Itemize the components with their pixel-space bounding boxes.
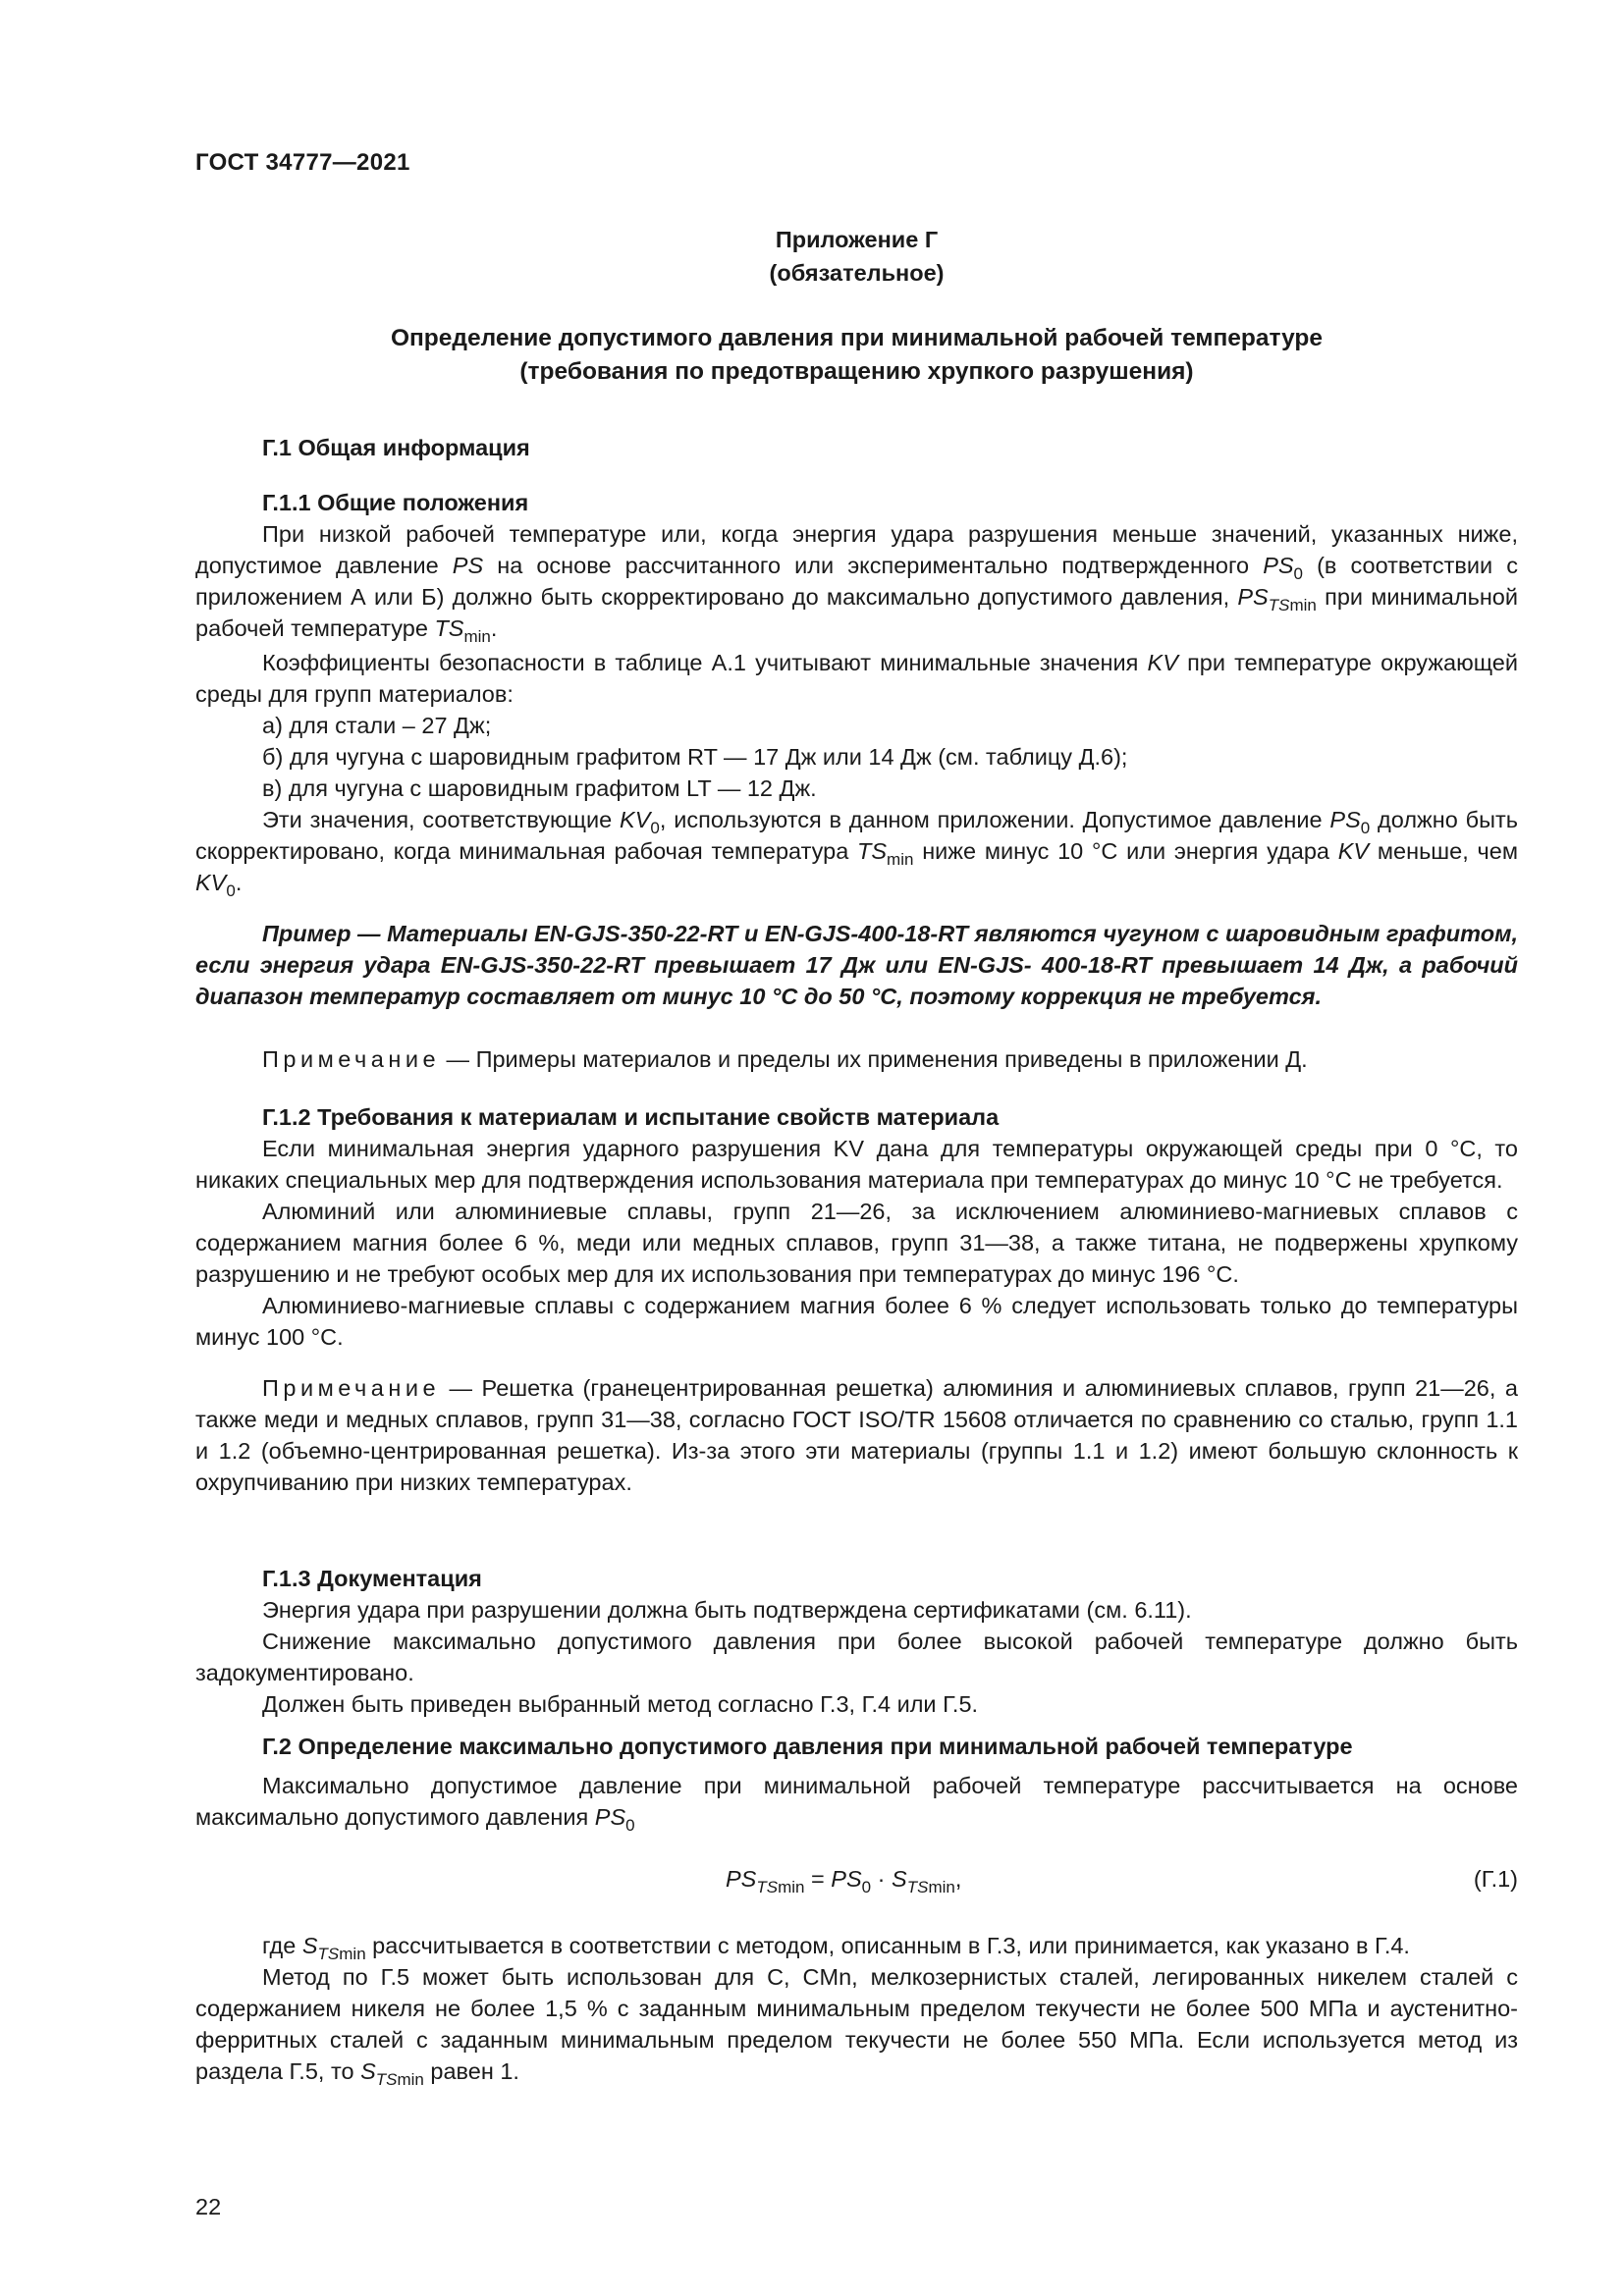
paragraph: Если минимальная энергия ударного разрушения KV дана для температуры окружающей среды при 0 °С, то никаких специальных мер для подтверждения использования материала при температурах до минус 10 °С не требуется. [195,1136,1518,1193]
paragraph: где $S_{TSmin}$ рассчитывается в соответствии с методом, описанным в Г.3, или принимается, как указано в Г.4. [262,1933,1410,1963]
paragraph: Максимально допустимое давление при минимальной рабочей температуре рассчитывается на основе максимально допустимого давления $PS_0$ [195,1773,1518,1835]
appendix-status: (обязательное) [769,260,945,286]
appendix-title: Приложение Г [775,227,939,252]
document-code: ГОСТ 34777—2021 [195,149,410,176]
note-paragraph: Примечание — Примеры материалов и пределы их применения приведены в приложении Д. [262,1046,1308,1072]
example-paragraph: Пример — Материалы EN-GJS-350-22-RT и EN-GJS-400-18-RT являются чугуном с шаровидным графитом, если энергия удара EN-GJS-350-22-RT превышает 17 Дж или EN-GJS- 400-18-RT превышает 14 Дж, а рабочий диапазон температур составляет от минус 10 °С до 50 °С, поэтому коррекция не требуется. [195,921,1518,1009]
list-item: в) для чугуна с шаровидным графитом LT — 12 Дж. [262,775,817,801]
section-g2 [195,1731,1518,1833]
section-heading-g1-3: Г.1.3 Документация [262,1566,482,1591]
section-heading-g1-2: Г.1.2 Требования к материалам и испытание свойств материала [262,1104,1000,1130]
note-paragraph: Примечание — Решетка (гранецентрированная решетка) алюминия и алюминиевых сплавов, групп 21—26, а также меди и медных сплавов, групп 31—38, согласно ГОСТ ISO/TR 15608 отличается по сравнению со сталью, групп 1.1 и 1.2 (объемно-центрированная решетка). Из-за этого эти материалы (группы 1.1 и 1.2) имеют большую склонность к охрупчиванию при низких температурах. [195,1375,1518,1495]
list-item: а) для стали – 27 Дж; [262,713,492,738]
paragraph: Алюминиево-магниевые сплавы с содержанием магния более 6 % следует использовать только до температуры минус 100 °С. [195,1293,1518,1350]
paragraph: Метод по Г.5 может быть использован для С, CMn, мелкозернистых сталей, легированных никелем сталей с содержанием никеля не более 1,5 % с заданным минимальным пределом текучести не более 500 МПа и аустенитно-ферритных сталей с заданным минимальным пределом текучести не более 550 МПа. Если используется метод из раздела Г.5, то $S_{TSmin}$ равен 1. [195,1964,1518,2089]
page-number: 22 [195,2194,222,2219]
list-item: б) для чугуна с шаровидным графитом RT — 17 Дж или 14 Дж (см. таблицу Д.6); [262,744,1128,770]
appendix-heading [195,322,1518,389]
paragraph: Энергия удара при разрушении должна быть подтверждена сертификатами (см. 6.11). [262,1597,1192,1623]
paragraph: Алюминий или алюминиевые сплавы, групп 21—26, за исключением алюминиево-магниевых сплавов с содержанием магния более 6 %, меди или медных сплавов, групп 31—38, а также титана, не подвержены хрупкому разрушению и не требуют особых мер для их использования при температурах до минус 196 °С. [195,1199,1518,1287]
section-g1-3 [195,1563,1518,1720]
section-g2-continued [195,1930,1518,2087]
paragraph: Снижение максимально допустимого давления при более высокой рабочей температуре должно быть задокументировано. [195,1629,1518,1685]
note-label: Примечание [262,1046,441,1072]
note-label: Примечание [262,1375,441,1401]
section-g1-1 [195,487,1518,1075]
appendix-heading-line1: Определение допустимого давления при минимальной рабочей температуре [390,325,1324,351]
section-heading-g1-1: Г.1.1 Общие положения [262,490,529,515]
paragraph: Должен быть приведен выбранный метод согласно Г.3, Г.4 или Г.5. [262,1691,979,1717]
section-g1-2 [195,1101,1518,1498]
formula-number: (Г.1) [1473,1866,1518,1892]
paragraph: При низкой рабочей температуре или, когда энергия удара разрушения меньше значений, указанных ниже, допустимое давление PS на основе рассчитанного или экспериментально подтвержденного $PS_0$ (в соответствии с приложением А или Б) должно быть скорректировано до максимально допустимого давления, $PS_{TSmin}$ при минимальной рабочей температуре $TS_{min}$. [195,521,1518,646]
section-heading-g2: Г.2 Определение максимально допустимого давления при минимальной рабочей температуре [262,1734,1353,1759]
section-heading-g1: Г.1 Общая информация [262,435,530,460]
formula-expression: $PS_{TSmin} = PS_0 \cdot S_{TSmin}$, [726,1866,962,1896]
appendix-heading-line2: (требования по предотвращению хрупкого разрушения) [519,358,1194,385]
paragraph: Эти значения, соответствующие $KV_0$, используются в данном приложении. Допустимое давление $PS_0$ должно быть скорректировано, когда минимальная рабочая температура $TS_{min}$ ниже минус 10 °С или энергия удара KV меньше, чем $KV_0$. [195,807,1518,900]
paragraph: Коэффициенты безопасности в таблице А.1 учитывают минимальные значения KV при температуре окружающей среды для групп материалов: [195,650,1518,707]
